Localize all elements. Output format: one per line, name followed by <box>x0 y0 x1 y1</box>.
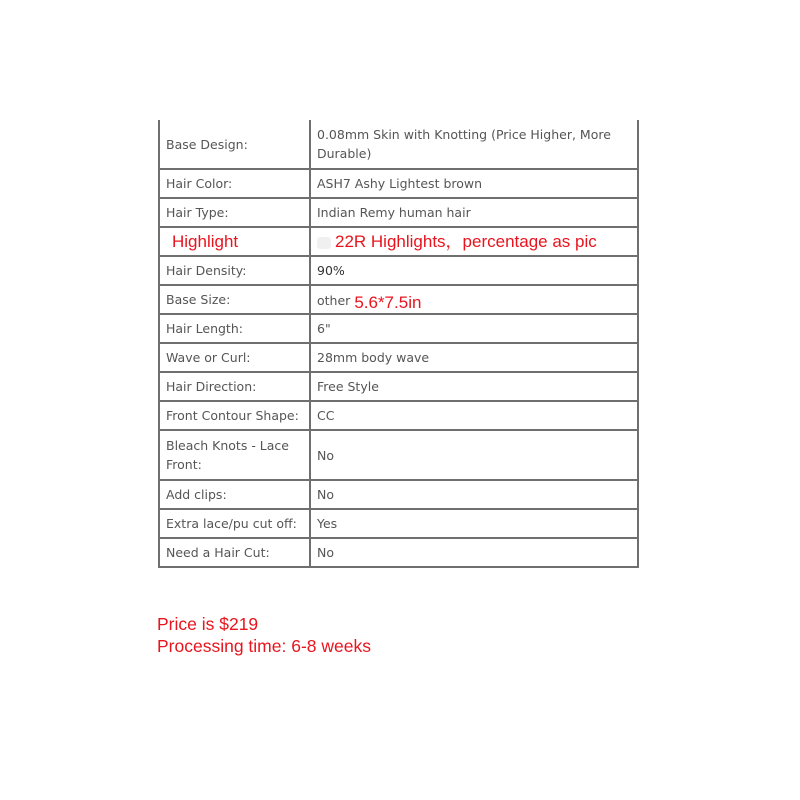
spec-value: 90% <box>310 256 638 285</box>
highlight-label: Highlight <box>172 231 239 251</box>
spec-label: Add clips: <box>159 480 310 509</box>
table-row-highlight <box>159 227 638 256</box>
highlight-value-cell <box>310 227 638 256</box>
order-spec-table <box>158 120 639 568</box>
base-size-cell <box>310 285 638 314</box>
spec-label: Base Size: <box>159 285 310 314</box>
spec-label: Hair Color: <box>159 169 310 198</box>
table-row <box>159 509 638 538</box>
spec-value: 28mm body wave <box>310 343 638 372</box>
table-row <box>159 198 638 227</box>
table-row <box>159 314 638 343</box>
highlight-value: 22R Highlights，percentage as pic <box>335 231 597 251</box>
spec-label: Hair Type: <box>159 198 310 227</box>
spec-label: Hair Density: <box>159 256 310 285</box>
table-row <box>159 372 638 401</box>
table-row <box>159 480 638 509</box>
spec-label: Wave or Curl: <box>159 343 310 372</box>
table-row <box>159 343 638 372</box>
spec-value: Yes <box>310 509 638 538</box>
spec-value: other <box>317 292 351 308</box>
spec-value: 0.08mm Skin with Knotting (Price Higher, More Durable) <box>310 120 638 169</box>
spec-label: Extra lace/pu cut off: <box>159 509 310 538</box>
spec-label: Front Contour Shape: <box>159 401 310 430</box>
spec-label: Hair Direction: <box>159 372 310 401</box>
spec-value: No <box>310 430 638 480</box>
spec-value: ASH7 Ashy Lightest brown <box>310 169 638 198</box>
table-row <box>159 401 638 430</box>
table-row <box>159 256 638 285</box>
spec-label: Bleach Knots - Lace Front: <box>159 430 310 480</box>
order-notes <box>157 613 371 657</box>
processing-time-note: Processing time: 6-8 weeks <box>157 636 371 656</box>
highlight-label-cell <box>159 227 310 256</box>
spec-value: CC <box>310 401 638 430</box>
table-row <box>159 120 638 169</box>
redacted-mark <box>317 237 331 249</box>
spec-value: Free Style <box>310 372 638 401</box>
price-note: Price is $219 <box>157 614 259 634</box>
spec-value: Indian Remy human hair <box>310 198 638 227</box>
spec-label: Base Design: <box>159 120 310 169</box>
table-row <box>159 538 638 567</box>
table-row <box>159 430 638 480</box>
table-row-base-size <box>159 285 638 314</box>
spec-value: No <box>310 538 638 567</box>
base-size-annotation: 5.6*7.5in <box>354 292 422 312</box>
table-row <box>159 169 638 198</box>
spec-label: Need a Hair Cut: <box>159 538 310 567</box>
spec-label: Hair Length: <box>159 314 310 343</box>
spec-value: No <box>310 480 638 509</box>
spec-value: 6" <box>310 314 638 343</box>
